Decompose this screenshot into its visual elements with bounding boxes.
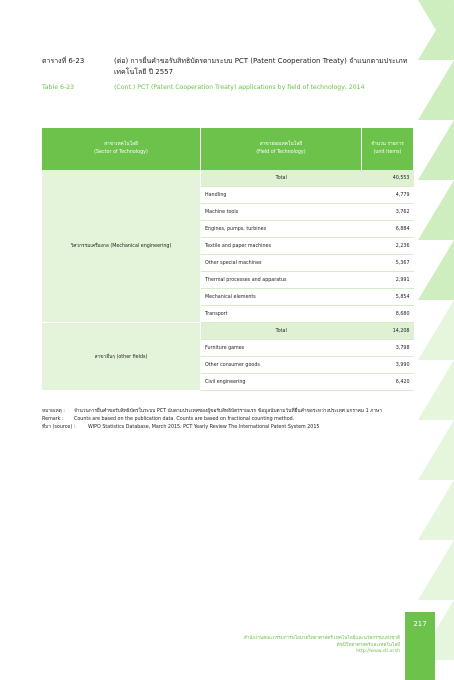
total-value-cell: 14,208 <box>361 323 413 340</box>
english-table-label: Table 6-23 <box>42 84 75 91</box>
field-cell: Other special machines <box>201 255 362 272</box>
value-cell: 2,236 <box>361 238 413 255</box>
field-cell: Mechanical elements <box>201 289 362 306</box>
footer-subtitle: ดัชนีวิทยาศาสตร์และเทคโนโลยี <box>336 642 400 648</box>
note-row <box>42 408 422 416</box>
table-notes <box>42 408 422 432</box>
table-row <box>42 323 414 340</box>
sector-name-cell: วิศวกรรมเครื่องกล (Mechanical engineering) <box>42 170 201 323</box>
count-column-header <box>361 128 413 170</box>
table-header-row <box>42 128 414 170</box>
source-label: ที่มา (source) : <box>42 425 76 430</box>
source-row <box>42 424 422 432</box>
field-cell: Thermal processes and apparatus <box>201 272 362 289</box>
remark-label: Remark : <box>42 417 64 422</box>
field-cell: Textile and paper machines <box>201 238 362 255</box>
remark-text: Counts are based on the publication data. Counts are based on fractional counting method. <box>74 417 295 422</box>
value-cell: 5,367 <box>361 255 413 272</box>
note-label: หมายเหตุ : <box>42 409 65 414</box>
remark-row <box>42 416 422 424</box>
value-cell: 5,854 <box>361 289 413 306</box>
field-cell: Civil engineering <box>201 374 362 391</box>
english-table-title: (Cont.) PCT (Patent Cooperation Treaty) applications by field of technology, 2014 <box>114 84 365 91</box>
pct-applications-table <box>42 128 414 391</box>
value-cell: 3,798 <box>361 340 413 357</box>
field-cell: Furniture games <box>201 340 362 357</box>
value-cell: 8,680 <box>361 306 413 323</box>
value-cell: 2,991 <box>361 272 413 289</box>
total-label-cell: Total <box>201 170 362 187</box>
field-cell: Transport <box>201 306 362 323</box>
footer-org-name: สำนักงานคณะกรรมการนโยบายวิทยาศาสตร์ เทคโนโลยีและนวัตกรรมแห่งชาติ <box>243 636 400 641</box>
note-text: จำนวนการยื่นคำขอรับสิทธิบัตรในระบบ PCT นับตามประเทศของผู้ขอรับสิทธิบัตรรายแรก ข้อมูลนับตามวันที่ยื่นคำขอระหว่างประเทศ มกราคม 1 ภาษา <box>74 409 382 414</box>
field-cell: Engines, pumps, turbines <box>201 221 362 238</box>
field-cell: Other consumer goods <box>201 357 362 374</box>
source-text: WIPO Statistics Database, March 2015. PCT Yearly Review The International Patent System 2015 <box>88 425 320 430</box>
page-number: 217 <box>405 612 435 680</box>
thai-table-title: (ต่อ) การยื่นคำขอรับสิทธิบัตรตามระบบ PCT (Patent Cooperation Treaty) จำแนกตามประเภทเทคโนโลยี ปี 2557 <box>114 57 408 76</box>
value-cell: 3,990 <box>361 357 413 374</box>
value-cell: 4,779 <box>361 187 413 204</box>
thai-title-row <box>42 56 422 78</box>
count-header-en: (unit items) <box>373 150 402 155</box>
sector-column-header <box>42 128 201 170</box>
table-row <box>42 170 414 187</box>
page-footer <box>210 636 400 656</box>
total-label-cell: Total <box>201 323 362 340</box>
thai-table-label: ตารางที่ 6-23 <box>42 57 85 65</box>
field-cell: Handling <box>201 187 362 204</box>
count-header-th: จำนวน รายการ <box>371 142 404 147</box>
field-header-en: (Field of Technology) <box>256 150 306 155</box>
footer-url: http://www.sti.or.th <box>356 649 400 654</box>
field-cell: Machine tools <box>201 204 362 221</box>
field-column-header <box>201 128 362 170</box>
sector-header-th: สาขาเทคโนโลยี <box>104 142 138 147</box>
total-value-cell: 40,553 <box>361 170 413 187</box>
value-cell: 6,884 <box>361 221 413 238</box>
sector-header-en: (Sector of Technology) <box>94 150 148 155</box>
value-cell: 6,420 <box>361 374 413 391</box>
value-cell: 3,762 <box>361 204 413 221</box>
field-header-th: สาขาย่อยเทคโนโลยี <box>259 142 303 147</box>
english-title-row <box>42 84 422 91</box>
sector-name-cell: สาขาอื่นๆ (other fields) <box>42 323 201 391</box>
table-titles <box>42 56 422 91</box>
